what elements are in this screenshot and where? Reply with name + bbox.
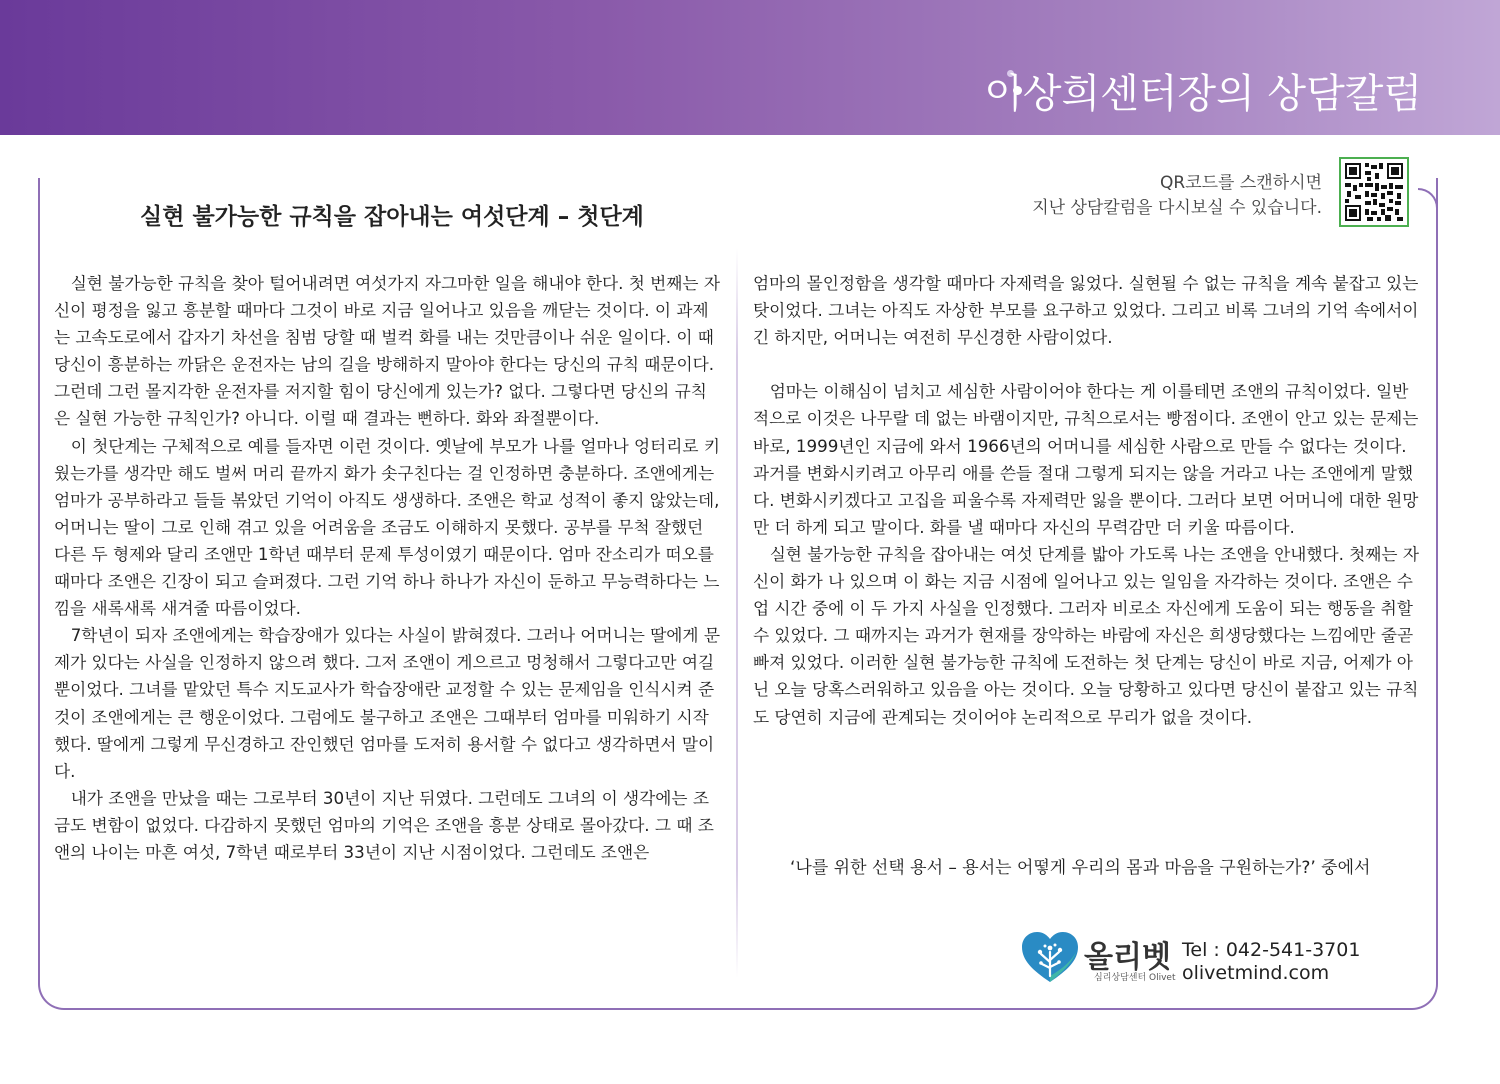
qr-pattern <box>1341 159 1407 225</box>
paragraph-gap <box>753 351 1419 378</box>
header-banner <box>0 0 1500 135</box>
paragraph: 이 첫단계는 구체적으로 예를 들자면 이런 것이다. 옛날에 부모가 나를 얼마나 엉터리로 키웠는가를 생각만 해도 벌써 머리 끝까지 화가 솟구친다는 걸 인정하면 충분하다. 조앤에게는 엄마가 공부하라고 들들 볶았던 기억이 아직도 생생하다. 조앤은 학교 성적이 좋지 않았는데, 어머니는 딸이 그로 인해 겪고 있을 어려움을 조금도 이해하지 못했다. 공부를 무척 잘했던 다른 두 형제와 달리 조앤만 1학년 때부터 문제 투성이였기 때문이다. 엄마 잔소리가 떠오를 때마다 조앤은 긴장이 되고 슬퍼졌다. 그런 기억 하나 하나가 자신이 둔하고 무능력하다는 느낌을 새록새록 새겨줄 따름이었다. <box>54 435 720 619</box>
qr-caption <box>1032 171 1322 221</box>
column-series-title: 이상희센터장의 상담칼럼 <box>984 71 1422 117</box>
article-column-left <box>54 270 720 866</box>
column-divider <box>736 248 738 978</box>
source-citation: ‘나를 위한 선택 용서 – 용서는 어떻게 우리의 몸과 마음을 구원하는가?’ 중에서 <box>790 858 1371 878</box>
article-title: 실현 불가능한 규칙을 잡아내는 여섯단계 – 첫단계 <box>140 204 644 230</box>
paragraph: 내가 조앤을 만났을 때는 그로부터 30년이 지난 뒤였다. 그런데도 그녀의 이 생각에는 조금도 변함이 없었다. 다감하지 못했던 엄마의 기억은 조앤을 흥분 상태로 몰아갔다. 그 때 조앤의 나이는 마흔 여섯, 7학년 때로부터 33년이 지난 시점이었다. 그런데도 조앤은 <box>54 787 714 862</box>
qr-caption-line2: 지난 상담칼럼을 다시보실 수 있습니다. <box>1032 198 1322 218</box>
article-column-right <box>753 270 1419 731</box>
qr-code-icon[interactable] <box>1339 157 1409 227</box>
website-link[interactable]: olivetmind.com <box>1182 962 1330 984</box>
phone-number: Tel : 042-541-3701 <box>1182 939 1361 961</box>
paragraph: 실현 불가능한 규칙을 잡아내는 여섯 단계를 밟아 가도록 나는 조앤을 안내했다. 첫째는 자신이 화가 나 있으며 이 화는 지금 시점에 일어나고 있는 일임을 자각하는 것이다. 조앤은 수업 시간 중에 이 두 가지 사실을 인정했다. 그러자 비로소 자신에게 도움이 되는 행동을 취할 수 있었다. 그 때까지는 과거가 현재를 장악하는 바람에 자신은 희생당했다는 느낌에만 줄곧 빠져 있었다. 이러한 실현 불가능한 규칙에 도전하는 첫 단계는 당신이 바로 지금, 어제가 아닌 오늘 당혹스러워하고 있음을 아는 것이다. 오늘 당황하고 있다면 당신이 붙잡고 있는 규칙도 당연히 지금에 관계되는 것이어야 논리적으로 무리가 없을 것이다. <box>753 543 1419 727</box>
heart-tree-icon <box>1020 930 1080 984</box>
contact-info <box>1182 939 1360 985</box>
paragraph: 엄마는 이해심이 넘치고 세심한 사람이어야 한다는 게 이를테면 조앤의 규칙이었다. 일반적으로 이것은 나무랄 데 없는 바램이지만, 규칙으로서는 빵점이다. 조앤이 안고 있는 문제는 바로, 1999년인 지금에 와서 1966년의 어머니를 세심한 사람으로 만들 수 없다는 것이다. 과거를 변화시키려고 아무리 애를 쓴들 절대 그렇게 되지는 않을 거라고 나는 조앤에게 말했다. 변화시키겠다고 고집을 피울수록 자제력만 잃을 뿐이다. 그러다 보면 어머니에 대한 원망만 더 하게 되고 말이다. 화를 낼 때마다 자신의 무력감만 더 키울 따름이다. <box>753 381 1419 537</box>
paragraph: 실현 불가능한 규칙을 찾아 털어내려면 여섯가지 자그마한 일을 해내야 한다. 첫 번째는 자신이 평정을 잃고 흥분할 때마다 그것이 바로 지금 일어나고 있음을 깨닫는 것이다. 이 과제는 고속도로에서 갑자기 차선을 침범 당할 때 벌컥 화를 내는 것만큼이나 쉬운 일이다. 이 때 당신이 흥분하는 까닭은 운전자는 남의 길을 방해하지 말아야 한다는 당신의 규칙 때문이다. 그런데 그런 몰지각한 운전자를 저지할 힘이 당신에게 있는가? 없다. 그렇다면 당신의 규칙은 실현 가능한 규칙인가? 아니다. 이럴 때 결과는 뻔하다. 화와 좌절뿐이다. <box>54 273 720 429</box>
paragraph: 7학년이 되자 조앤에게는 학습장애가 있다는 사실이 밝혀졌다. 그러나 어머니는 딸에게 문제가 있다는 사실을 인정하지 않으려 했다. 그저 조앤이 게으르고 멍청해서 그렇다고만 여길 뿐이었다. 그녀를 맡았던 특수 지도교사가 학습장애란 교정할 수 있는 문제임을 인식시켜 준 것이 조앤에게는 큰 행운이었다. 그럼에도 불구하고 조앤은 그때부터 엄마를 미워하기 시작했다. 딸에게 그렇게 무신경하고 잔인했던 엄마를 도저히 용서할 수 없다고 생각하면서 말이다. <box>54 625 720 781</box>
qr-caption-line1: QR코드를 스캔하시면 <box>1160 173 1322 193</box>
logo-subtitle: 심리상담센터 Olivet <box>1094 973 1176 983</box>
paragraph: 엄마의 몰인정함을 생각할 때마다 자제력을 잃었다. 실현될 수 없는 규칙을 계속 붙잡고 있는 탓이었다. 그녀는 아직도 자상한 부모를 요구하고 있었다. 그리고 비록 그녀의 기억 속에서이긴 하지만, 어머니는 여전히 무신경한 사람이었다. <box>753 273 1419 348</box>
logo-name: 올리벳 <box>1084 940 1171 975</box>
